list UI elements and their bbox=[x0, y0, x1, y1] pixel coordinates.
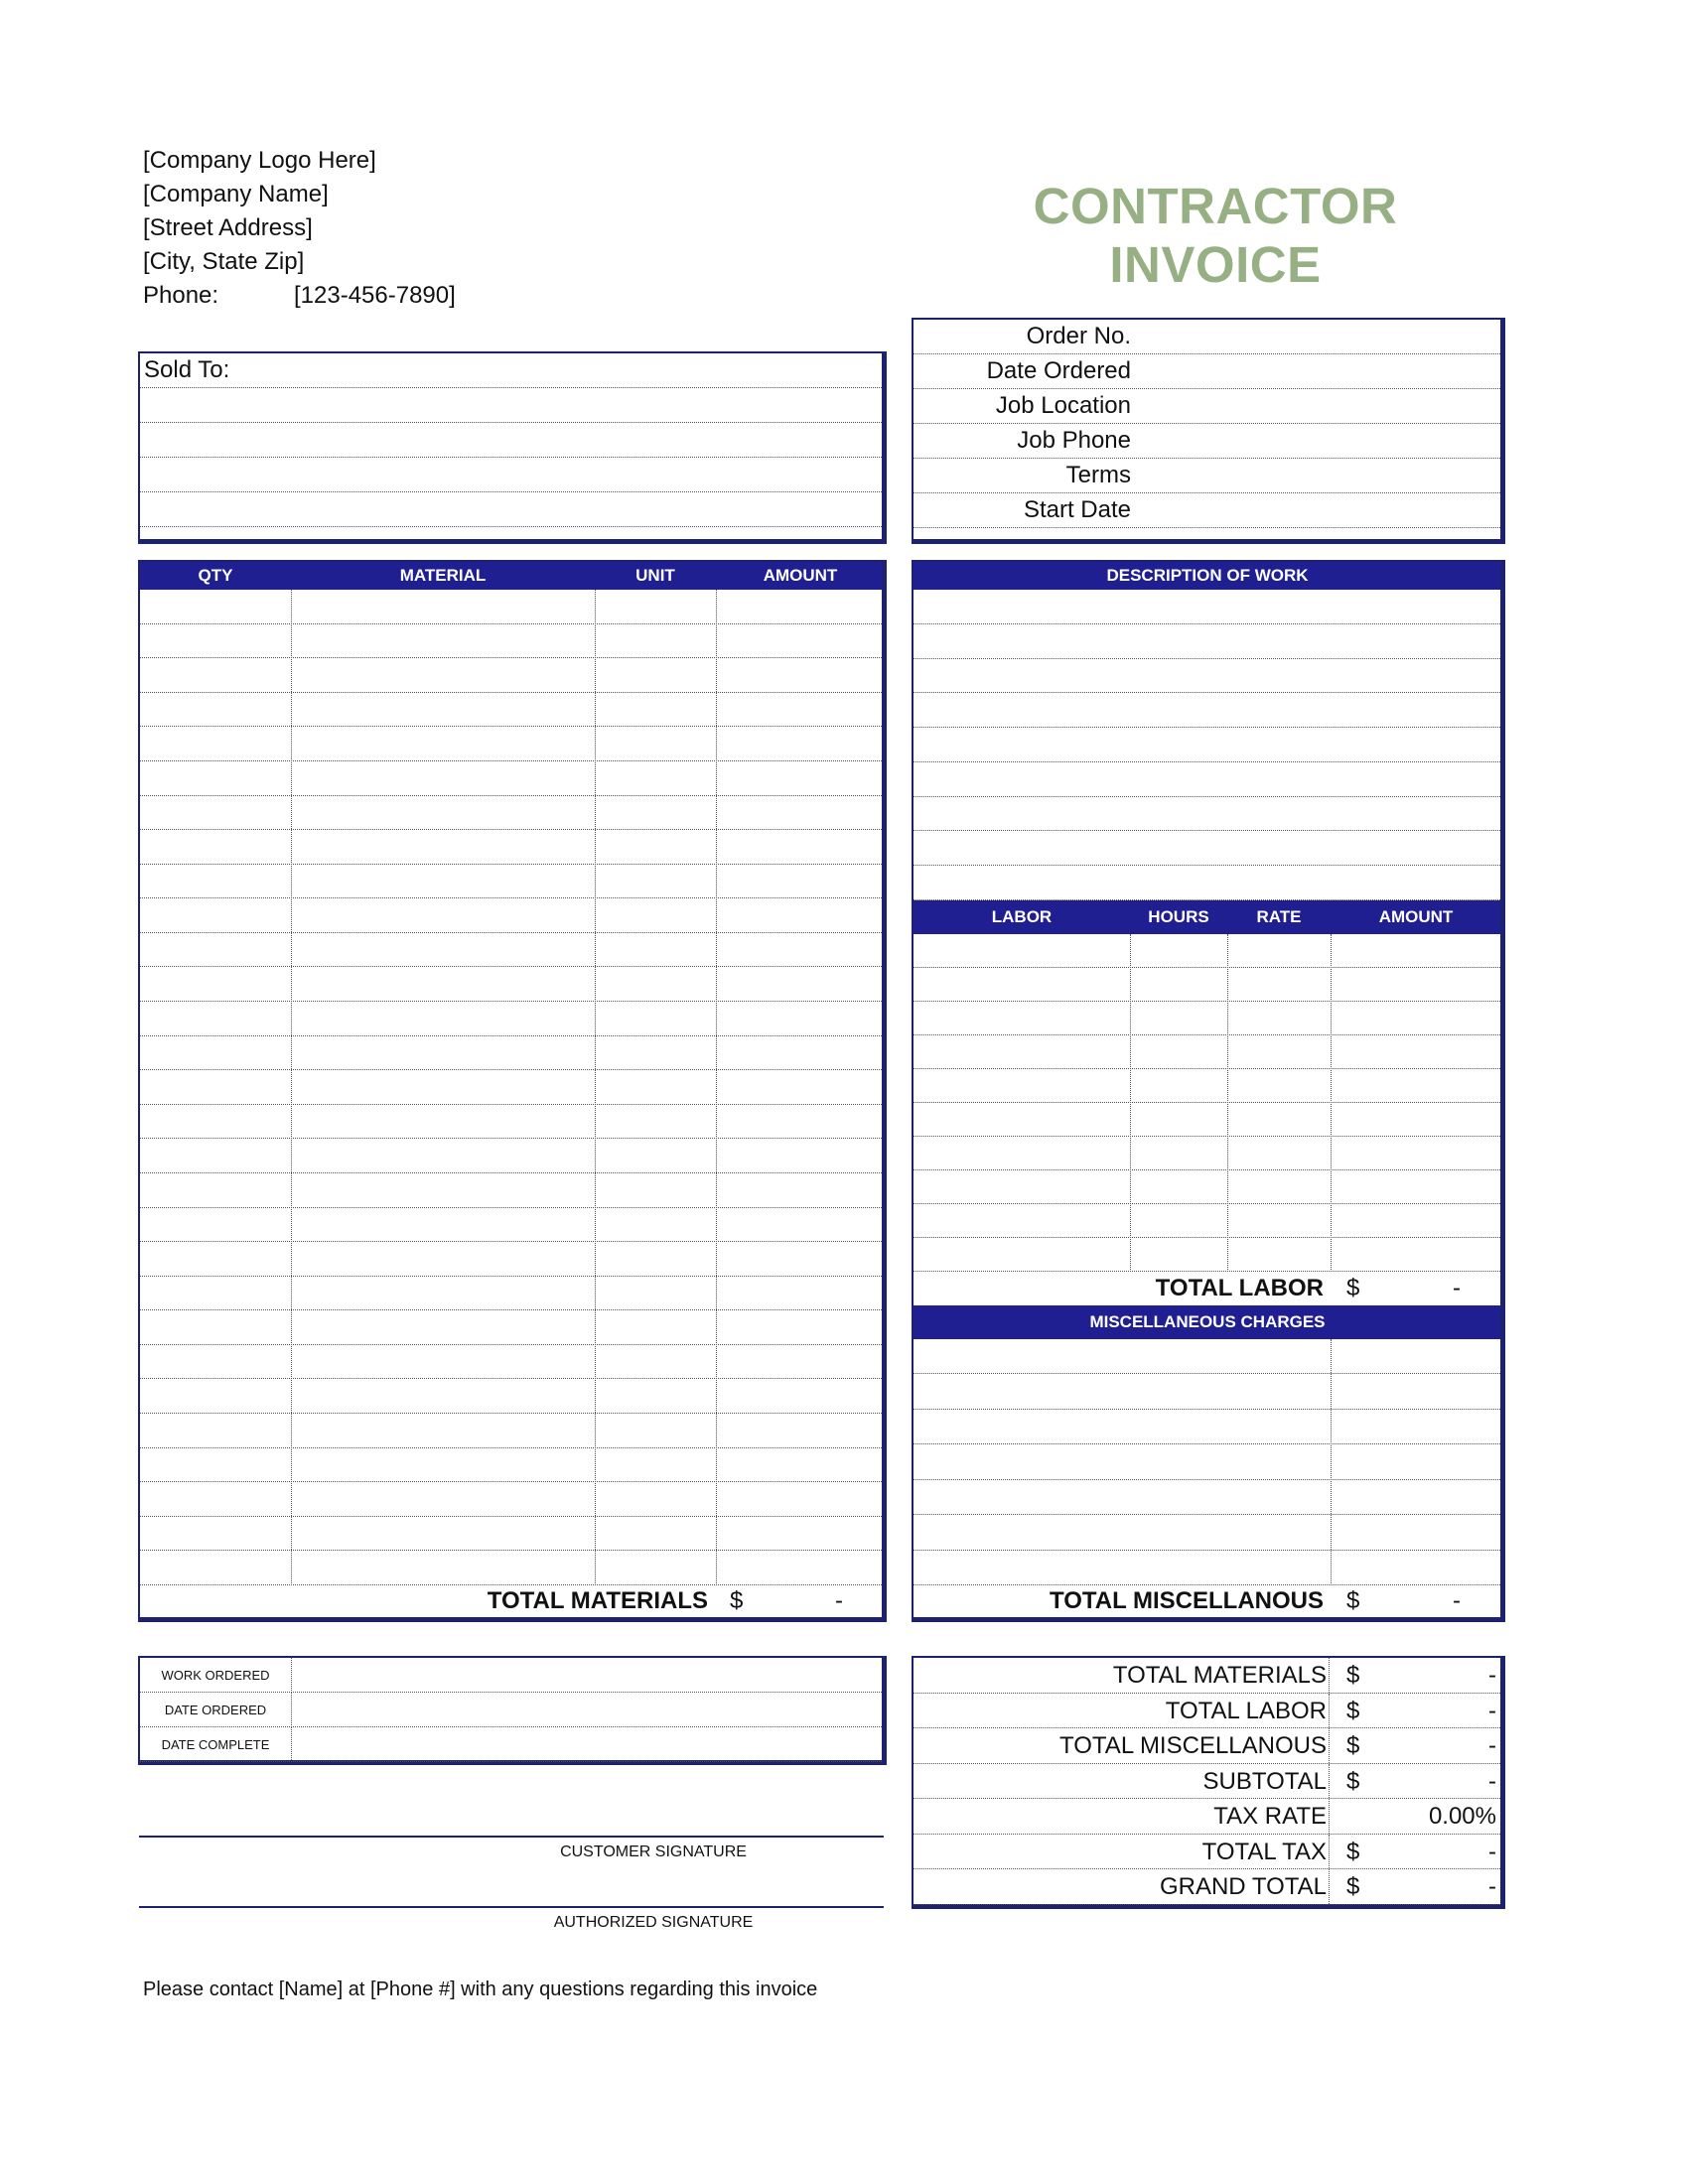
misc-row[interactable] bbox=[914, 1410, 1500, 1444]
summary-value: - bbox=[1488, 1873, 1496, 1900]
city-state-zip: [City, State Zip] bbox=[143, 248, 305, 275]
material-row[interactable] bbox=[140, 1208, 882, 1243]
column-divider bbox=[1329, 1835, 1330, 1869]
order-field-value[interactable] bbox=[1130, 459, 1500, 492]
footer-contact-note: Please contact [Name] at [Phone #] with any questions regarding this invoice bbox=[143, 1979, 818, 2000]
material-row[interactable] bbox=[140, 658, 882, 693]
order-field-value[interactable] bbox=[1130, 354, 1500, 388]
currency-symbol: $ bbox=[1346, 1838, 1360, 1865]
currency-symbol: $ bbox=[1346, 1587, 1360, 1614]
misc-row[interactable] bbox=[914, 1515, 1500, 1550]
column-divider bbox=[1329, 1694, 1330, 1728]
material-header: MATERIAL bbox=[399, 566, 487, 585]
summary-value: 0.00% bbox=[1428, 1803, 1496, 1830]
work-info-value[interactable] bbox=[291, 1658, 882, 1693]
column-divider bbox=[1331, 1339, 1332, 1585]
order-field-label: Job Phone bbox=[1017, 427, 1131, 454]
summary-row bbox=[914, 1694, 1500, 1729]
sold-to-row[interactable] bbox=[140, 423, 882, 458]
labor-row[interactable] bbox=[914, 1103, 1500, 1137]
currency-symbol: $ bbox=[1346, 1697, 1360, 1724]
column-divider bbox=[1329, 1764, 1330, 1799]
summary-value: - bbox=[1488, 1697, 1496, 1724]
misc-row[interactable] bbox=[914, 1339, 1500, 1374]
hours-header: HOURS bbox=[1148, 907, 1209, 926]
misc-row[interactable] bbox=[914, 1551, 1500, 1585]
summary-label: TAX RATE bbox=[1213, 1803, 1327, 1830]
customer-signature-label: CUSTOMER SIGNATURE bbox=[560, 1843, 747, 1860]
order-field-label: Start Date bbox=[1023, 496, 1131, 523]
column-divider bbox=[1329, 1728, 1330, 1763]
summary-row bbox=[914, 1764, 1500, 1800]
description-row[interactable] bbox=[914, 866, 1500, 900]
material-row[interactable] bbox=[140, 1277, 882, 1311]
currency-symbol: $ bbox=[1346, 1767, 1360, 1795]
currency-symbol: $ bbox=[1346, 1873, 1360, 1900]
material-row[interactable] bbox=[140, 967, 882, 1002]
labor-col-header: LABOR bbox=[991, 907, 1053, 926]
summary-value: - bbox=[1488, 1662, 1496, 1689]
summary-row bbox=[914, 1658, 1500, 1694]
description-row[interactable] bbox=[914, 590, 1500, 624]
material-row[interactable] bbox=[140, 865, 882, 899]
material-row[interactable] bbox=[140, 1173, 882, 1208]
sold-to-row[interactable] bbox=[140, 458, 882, 492]
misc-row[interactable] bbox=[914, 1374, 1500, 1409]
company-logo-placeholder: [Company Logo Here] bbox=[143, 147, 376, 174]
authorized-signature-line[interactable] bbox=[139, 1906, 884, 1908]
material-row[interactable] bbox=[140, 1139, 882, 1173]
work-info-label: DATE COMPLETE bbox=[161, 1737, 270, 1752]
summary-value: - bbox=[1488, 1767, 1496, 1795]
company-name: [Company Name] bbox=[143, 181, 329, 207]
materials-total-row bbox=[140, 1585, 882, 1617]
materials-table bbox=[138, 560, 887, 1622]
order-field-row bbox=[914, 320, 1500, 354]
misc-header-label: MISCELLANEOUS CHARGES bbox=[1089, 1312, 1326, 1331]
misc-header bbox=[914, 1305, 1500, 1339]
labor-row[interactable] bbox=[914, 1204, 1500, 1238]
summary-label: TOTAL MATERIALS bbox=[1112, 1662, 1327, 1689]
order-field-value[interactable] bbox=[1130, 493, 1500, 527]
summary-label: SUBTOTAL bbox=[1202, 1767, 1327, 1795]
description-row[interactable] bbox=[914, 728, 1500, 762]
material-row[interactable] bbox=[140, 761, 882, 796]
order-field-row bbox=[914, 424, 1500, 459]
total-labor-value: - bbox=[1453, 1275, 1461, 1301]
order-field-row bbox=[914, 493, 1500, 528]
total-labor-label: TOTAL LABOR bbox=[1155, 1275, 1324, 1301]
column-divider bbox=[1227, 934, 1228, 1272]
summary-row bbox=[914, 1835, 1500, 1870]
material-row[interactable] bbox=[140, 1345, 882, 1380]
material-row[interactable] bbox=[140, 727, 882, 761]
invoice-title: CONTRACTOR INVOICE bbox=[1033, 178, 1398, 293]
material-row[interactable] bbox=[140, 1036, 882, 1071]
unit-header: UNIT bbox=[635, 566, 675, 585]
summary-value: - bbox=[1488, 1732, 1496, 1759]
work-info-label: DATE ORDERED bbox=[164, 1703, 267, 1717]
material-row[interactable] bbox=[140, 590, 882, 624]
authorized-signature-label: AUTHORIZED SIGNATURE bbox=[553, 1914, 754, 1931]
order-field-value[interactable] bbox=[1130, 424, 1500, 458]
summary-label: TOTAL TAX bbox=[1201, 1838, 1327, 1865]
material-row[interactable] bbox=[140, 1551, 882, 1585]
material-row[interactable] bbox=[140, 1070, 882, 1105]
column-divider bbox=[595, 590, 596, 1585]
column-divider bbox=[1329, 1799, 1330, 1834]
summary-label: TOTAL LABOR bbox=[1165, 1697, 1327, 1724]
material-row[interactable] bbox=[140, 898, 882, 933]
column-divider bbox=[716, 590, 717, 1585]
material-row[interactable] bbox=[140, 1002, 882, 1036]
materials-header bbox=[140, 562, 882, 590]
material-row[interactable] bbox=[140, 1448, 882, 1483]
summary-value: - bbox=[1488, 1838, 1496, 1865]
work-info-row bbox=[140, 1658, 882, 1693]
description-row[interactable] bbox=[914, 831, 1500, 866]
total-materials-label: TOTAL MATERIALS bbox=[487, 1587, 708, 1614]
column-divider bbox=[1331, 934, 1332, 1272]
total-misc-value: - bbox=[1453, 1587, 1461, 1614]
order-field-value[interactable] bbox=[1130, 320, 1500, 353]
currency-symbol: $ bbox=[730, 1587, 744, 1614]
labor-row[interactable] bbox=[914, 1035, 1500, 1069]
material-row[interactable] bbox=[140, 1242, 882, 1277]
labor-amount-header: AMOUNT bbox=[1378, 907, 1454, 926]
material-row[interactable] bbox=[140, 1482, 882, 1517]
material-row[interactable] bbox=[140, 830, 882, 865]
summary-row bbox=[914, 1799, 1500, 1835]
sold-to-label: Sold To: bbox=[144, 356, 230, 383]
labor-row[interactable] bbox=[914, 968, 1500, 1002]
column-divider bbox=[1130, 934, 1131, 1272]
work-info-value[interactable] bbox=[291, 1693, 882, 1727]
labor-row[interactable] bbox=[914, 1137, 1500, 1170]
column-divider bbox=[291, 590, 292, 1585]
work-info-label: WORK ORDERED bbox=[161, 1668, 270, 1683]
labor-row[interactable] bbox=[914, 1170, 1500, 1204]
labor-row[interactable] bbox=[914, 1002, 1500, 1035]
labor-row[interactable] bbox=[914, 934, 1500, 968]
sold-to-row[interactable] bbox=[140, 388, 882, 423]
misc-row[interactable] bbox=[914, 1480, 1500, 1515]
order-field-row bbox=[914, 354, 1500, 389]
order-field-label: Date Ordered bbox=[986, 357, 1131, 384]
total-misc-label: TOTAL MISCELLANOUS bbox=[1050, 1587, 1324, 1614]
order-field-label: Job Location bbox=[995, 392, 1131, 419]
column-divider bbox=[1329, 1869, 1330, 1904]
material-row[interactable] bbox=[140, 1414, 882, 1448]
misc-row[interactable] bbox=[914, 1444, 1500, 1479]
column-divider bbox=[1329, 1658, 1330, 1693]
rate-header: RATE bbox=[1256, 907, 1302, 926]
description-row[interactable] bbox=[914, 693, 1500, 728]
misc-total-row bbox=[914, 1585, 1500, 1617]
summary-label: TOTAL MISCELLANOUS bbox=[1059, 1732, 1327, 1759]
description-row[interactable] bbox=[914, 797, 1500, 832]
amount-header: AMOUNT bbox=[763, 566, 838, 585]
description-header bbox=[914, 562, 1500, 590]
sold-to-row[interactable] bbox=[140, 353, 882, 388]
sold-to-row[interactable] bbox=[140, 492, 882, 527]
labor-row[interactable] bbox=[914, 1238, 1500, 1272]
work-info-value[interactable] bbox=[291, 1727, 882, 1762]
currency-symbol: $ bbox=[1346, 1662, 1360, 1689]
work-info-box bbox=[138, 1656, 887, 1765]
material-row[interactable] bbox=[140, 1105, 882, 1140]
material-row[interactable] bbox=[140, 1379, 882, 1414]
currency-symbol: $ bbox=[1346, 1275, 1360, 1301]
material-row[interactable] bbox=[140, 1517, 882, 1552]
work-info-row bbox=[140, 1693, 882, 1727]
qty-header: QTY bbox=[198, 566, 233, 585]
order-field-row bbox=[914, 459, 1500, 493]
summary-box bbox=[912, 1656, 1505, 1909]
material-row[interactable] bbox=[140, 693, 882, 728]
material-row[interactable] bbox=[140, 1310, 882, 1345]
order-field-label: Terms bbox=[1065, 462, 1131, 488]
description-row[interactable] bbox=[914, 659, 1500, 694]
description-row[interactable] bbox=[914, 762, 1500, 797]
sold-to-box[interactable] bbox=[138, 351, 887, 544]
order-field-label: Order No. bbox=[1026, 323, 1131, 349]
labor-row[interactable] bbox=[914, 1069, 1500, 1103]
street-address: [Street Address] bbox=[143, 214, 313, 241]
material-row[interactable] bbox=[140, 796, 882, 831]
material-row[interactable] bbox=[140, 624, 882, 659]
summary-label: GRAND TOTAL bbox=[1159, 1873, 1327, 1900]
description-header-label: DESCRIPTION OF WORK bbox=[1106, 566, 1309, 585]
description-row[interactable] bbox=[914, 624, 1500, 659]
work-details-box bbox=[912, 560, 1505, 1622]
total-materials-value: - bbox=[835, 1587, 843, 1614]
summary-row bbox=[914, 1728, 1500, 1764]
labor-header bbox=[914, 900, 1500, 934]
order-field-value[interactable] bbox=[1130, 389, 1500, 423]
labor-total-row bbox=[914, 1272, 1500, 1306]
customer-signature-line[interactable] bbox=[139, 1836, 884, 1838]
order-info-box bbox=[912, 318, 1505, 544]
phone-number: [123-456-7890] bbox=[294, 282, 456, 309]
order-field-row bbox=[914, 389, 1500, 424]
phone-label: Phone: bbox=[143, 282, 219, 309]
summary-row bbox=[914, 1869, 1500, 1905]
work-info-row bbox=[140, 1727, 882, 1762]
material-row[interactable] bbox=[140, 933, 882, 968]
currency-symbol: $ bbox=[1346, 1732, 1360, 1759]
